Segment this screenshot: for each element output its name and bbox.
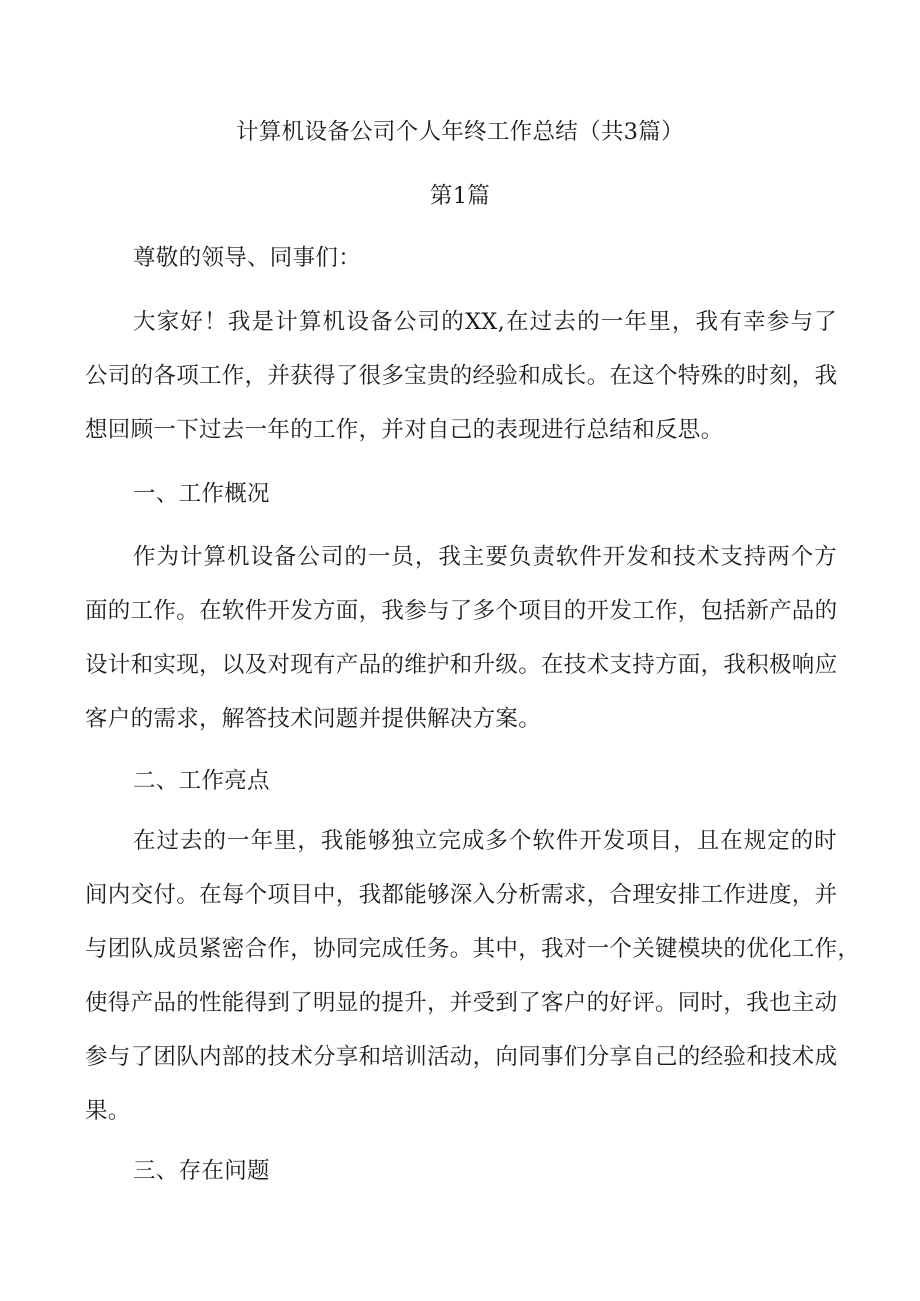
section2-line-2: 间内交付。在每个项目中，我都能够深入分析需求，合理安排工作进度，并: [85, 882, 838, 908]
section1-line-1: 作为计算机设备公司的一员，我主要负责软件开发和技术支持两个方: [133, 544, 837, 570]
section2-line-5: 参与了团队内部的技术分享和培训活动，向同事们分享自己的经验和技术成: [85, 1044, 838, 1070]
section3-heading: 三、存在问题: [133, 1158, 270, 1184]
part-heading: 第1篇: [429, 183, 491, 209]
section1-line-4: 客户的需求，解答技术问题并提供解决方案。: [85, 706, 542, 732]
section2-line-4: 使得产品的性能得到了明显的提升，并受到了客户的好评。同时，我也主动: [85, 990, 838, 1016]
salutation: 尊敬的领导、同事们：: [133, 245, 362, 271]
section1-line-2: 面的工作。在软件开发方面，我参与了多个项目的开发工作，包括新产品的: [85, 598, 838, 624]
document-title: 计算机设备公司个人年终工作总结（共3篇）: [236, 119, 684, 145]
intro-line-1: 大家好！我是计算机设备公司的XX,在过去的一年里，我有幸参与了: [133, 309, 837, 335]
section2-heading: 二、工作亮点: [133, 768, 270, 794]
section2-line-3: 与团队成员紧密合作，协同完成任务。其中，我对一个关键模块的优化工作，: [85, 936, 861, 962]
section2-line-1: 在过去的一年里，我能够独立完成多个软件开发项目，且在规定的时: [133, 828, 837, 854]
section2-line-6: 果。: [85, 1098, 131, 1124]
intro-line-3: 想回顾一下过去一年的工作，并对自己的表现进行总结和反思。: [85, 417, 724, 443]
section1-line-3: 设计和实现，以及对现有产品的维护和升级。在技术支持方面，我积极响应: [85, 652, 838, 678]
section1-heading: 一、工作概况: [133, 481, 270, 507]
intro-line-2: 公司的各项工作，并获得了很多宝贵的经验和成长。在这个特殊的时刻，我: [85, 363, 838, 389]
